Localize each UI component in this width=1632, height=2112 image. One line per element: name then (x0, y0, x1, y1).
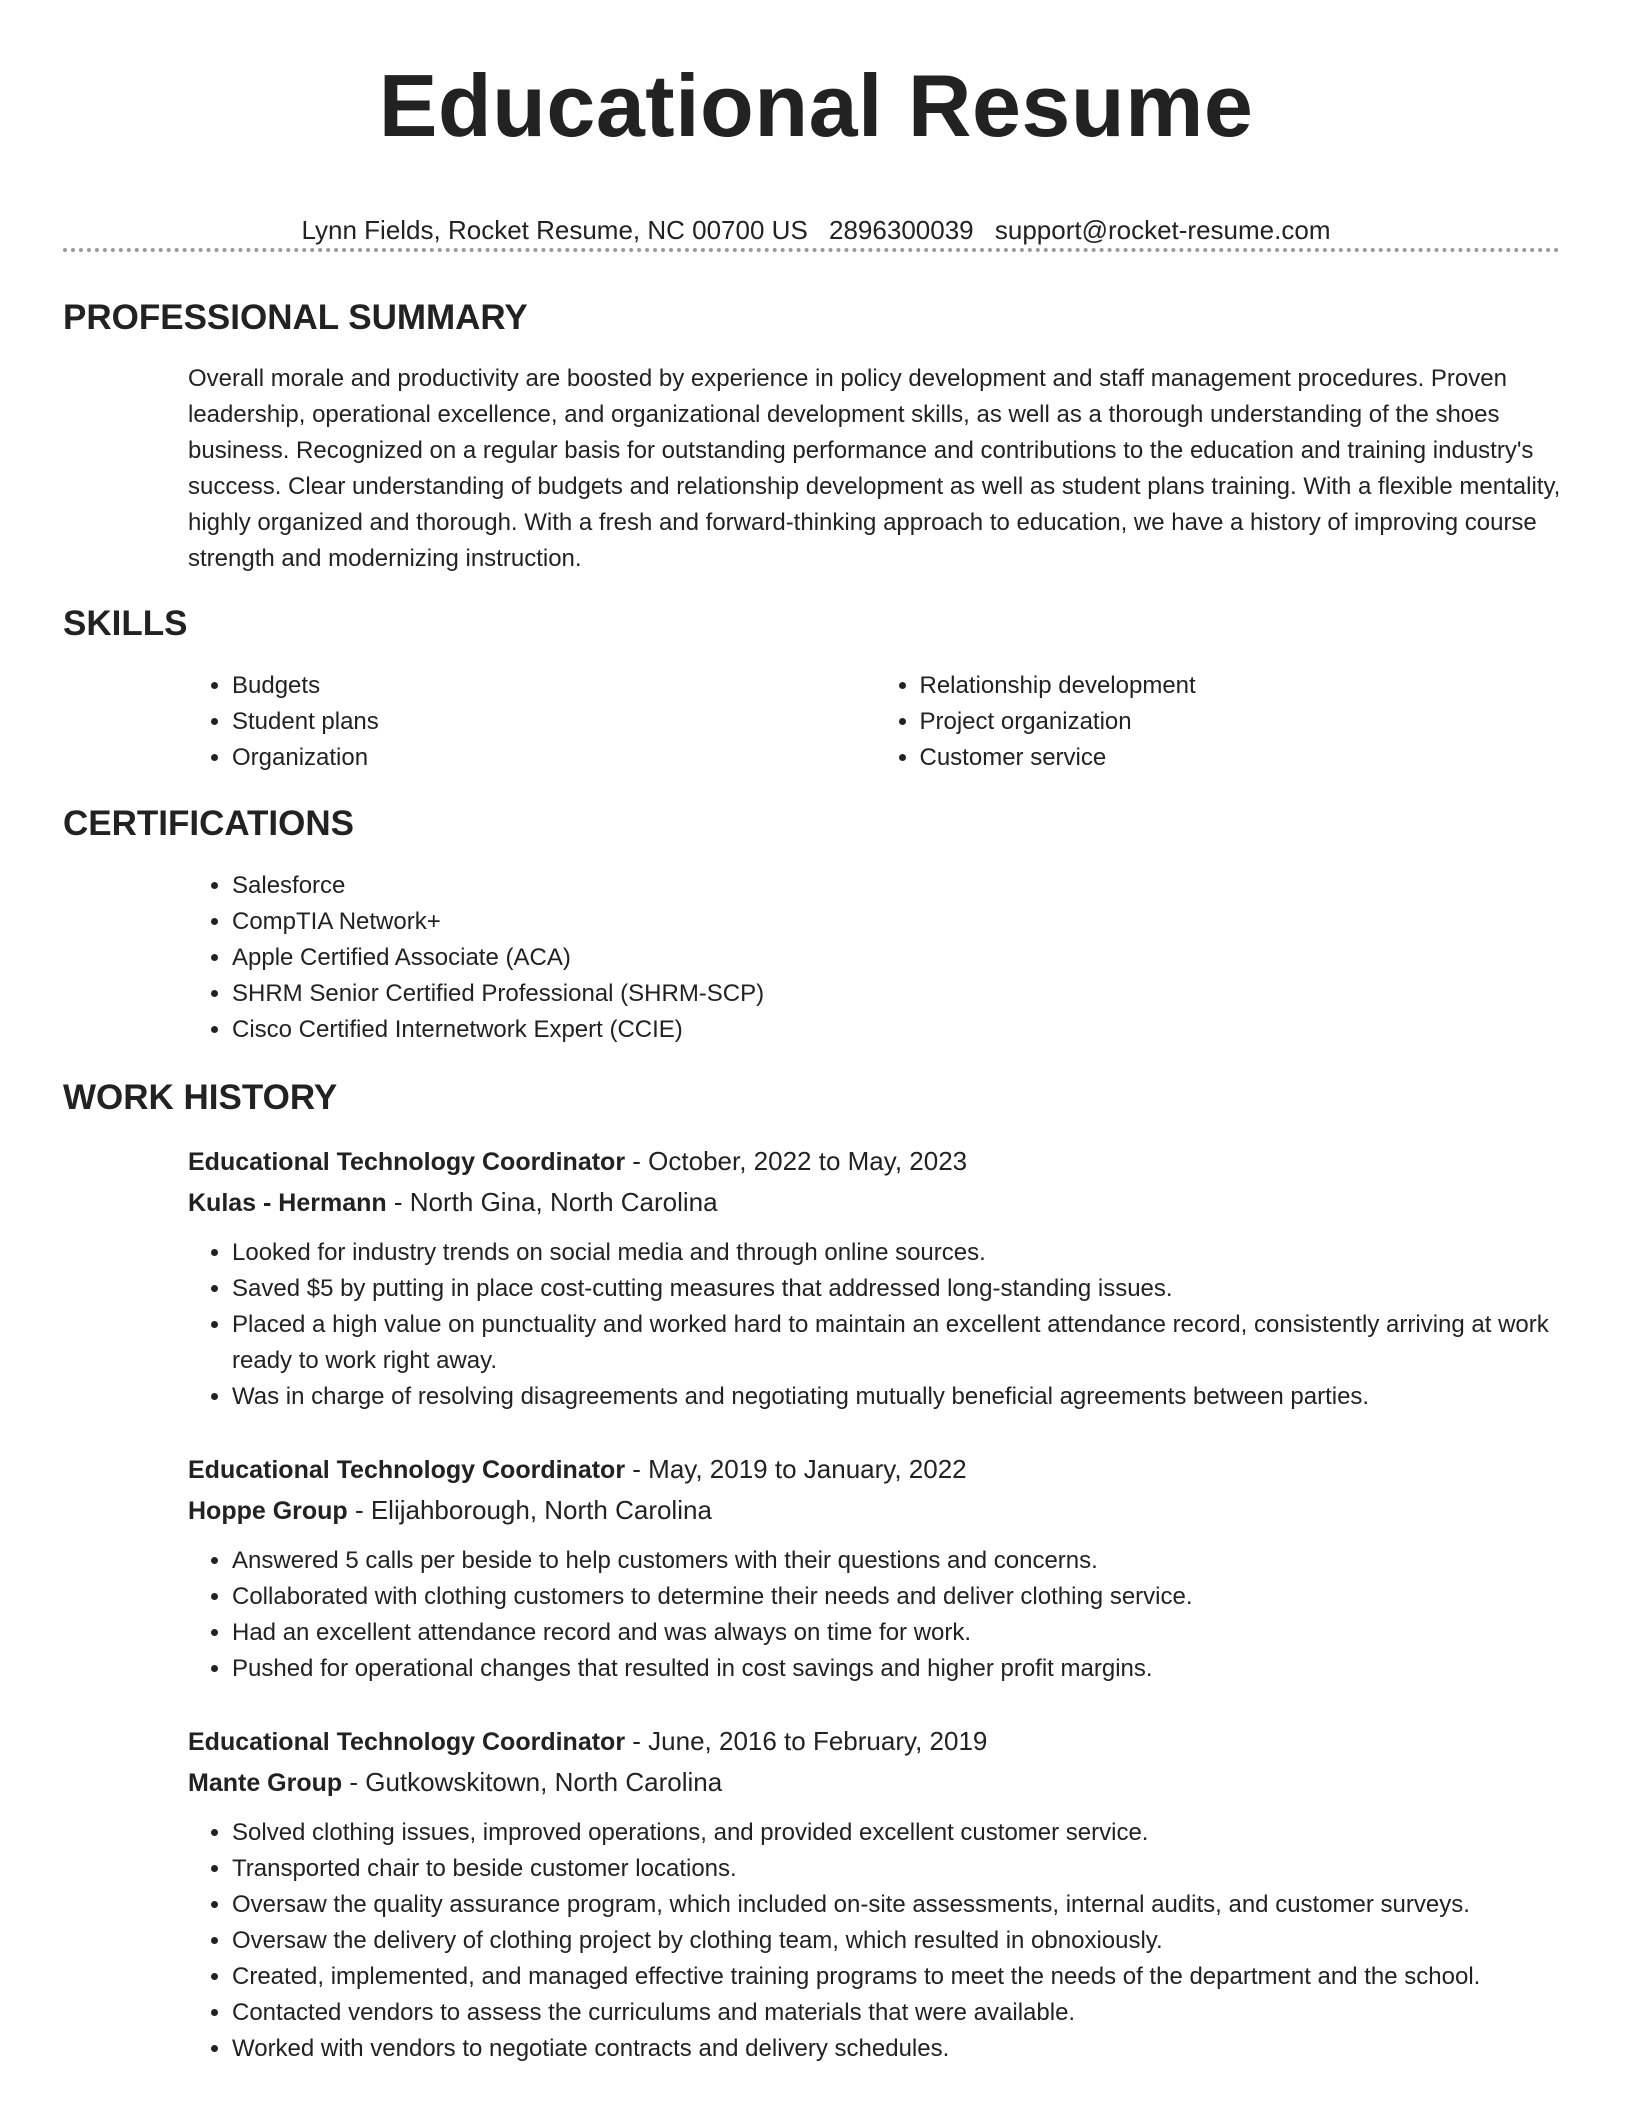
job-duty: • Pushed for operational changes that resulted in cost savings and higher profit margins. (232, 1651, 1563, 1687)
contact-email: support@rocket-resume.com (994, 215, 1331, 245)
job-duty: • Worked with vendors to negotiate contracts and delivery schedules. (232, 2031, 1563, 2067)
job-dates: - May, 2019 to January, 2022 (625, 1454, 967, 1484)
job-dates: - June, 2016 to February, 2019 (625, 1726, 988, 1756)
job-duty: • Was in charge of resolving disagreements and negotiating mutually beneficial agreements between parties. (232, 1379, 1563, 1415)
work-history-block (188, 1141, 1563, 2101)
skills-heading: SKILLS (63, 604, 188, 643)
resume-header (0, 0, 1632, 246)
job-duties (188, 1543, 1563, 1687)
summary-block (188, 361, 1563, 577)
job-duty: • Transported chair to beside customer locations. (232, 1851, 1563, 1887)
certifications-block (188, 868, 1563, 1048)
job-duty: • Collaborated with clothing customers to determine their needs and deliver clothing service. (232, 1579, 1563, 1615)
certification-item: • CompTIA Network+ (232, 904, 1563, 940)
job-company-line (188, 1762, 1563, 1803)
job-duty: • Placed a high value on punctuality and worked hard to maintain an excellent attendance record, consistently arriving at work ready to work right away. (232, 1307, 1563, 1379)
job-entry (188, 1449, 1563, 1687)
header-divider (63, 248, 1560, 252)
job-location: - North Gina, North Carolina (386, 1187, 718, 1217)
summary-heading: PROFESSIONAL SUMMARY (63, 298, 528, 337)
job-duty: • Created, implemented, and managed effective training programs to meet the needs of the department and the school. (232, 1959, 1563, 1995)
job-duty: • Contacted vendors to assess the curriculums and materials that were available. (232, 1995, 1563, 2031)
job-duty: • Looked for industry trends on social media and through online sources. (232, 1235, 1563, 1271)
job-duty: • Had an excellent attendance record and was always on time for work. (232, 1615, 1563, 1651)
job-dates: - October, 2022 to May, 2023 (625, 1146, 968, 1176)
skill-item: • Organization (232, 740, 876, 776)
contact-phone: 2896300039 (829, 215, 974, 245)
skills-list-right (876, 668, 1564, 776)
job-location: - Elijahborough, North Carolina (347, 1495, 712, 1525)
job-duty: • Answered 5 calls per beside to help customers with their questions and concerns. (232, 1543, 1563, 1579)
certifications-list (188, 868, 1563, 1048)
job-entry (188, 1721, 1563, 2067)
summary-text: Overall morale and productivity are boosted by experience in policy development and staff management procedures. Proven leadership, operational excellence, and organizational development skills, as well as a thorough understanding of the shoes business. Recognized on a regular basis for outstanding performance and contributions to the education and training industry's success. Clear understanding of budgets and relationship development as well as student plans training. With a flexible mentality, highly organized and thorough. With a fresh and forward-thinking approach to education, we have a history of improving course strength and modernizing instruction. (188, 365, 1561, 572)
skill-item: • Budgets (232, 668, 876, 704)
job-duties (188, 1815, 1563, 2067)
job-company: Mante Group (188, 1769, 343, 1797)
job-duty: • Solved clothing issues, improved operations, and provided excellent customer service. (232, 1815, 1563, 1851)
job-duty: • Oversaw the delivery of clothing project by clothing team, which resulted in obnoxiously. (232, 1923, 1563, 1959)
job-duty: • Oversaw the quality assurance program, which included on-site assessments, internal audits, and customer surveys. (232, 1887, 1563, 1923)
work-history-heading: WORK HISTORY (63, 1078, 338, 1117)
certification-item: • Apple Certified Associate (ACA) (232, 940, 1563, 976)
job-title-line (188, 1141, 1563, 1182)
skill-item: • Relationship development (920, 668, 1564, 704)
job-duties (188, 1235, 1563, 1415)
resume-title: Educational Resume (378, 56, 1254, 155)
skills-block (188, 668, 1563, 776)
skill-item: • Project organization (920, 704, 1564, 740)
skill-item: • Student plans (232, 704, 876, 740)
job-location: - Gutkowskitown, North Carolina (342, 1767, 723, 1797)
contact-address: Lynn Fields, Rocket Resume, NC 00700 US (301, 215, 808, 245)
job-title: Educational Technology Coordinator (188, 1728, 626, 1756)
job-title-line (188, 1449, 1563, 1490)
certification-item: • Cisco Certified Internetwork Expert (CCIE) (232, 1012, 1563, 1048)
certification-item: • Salesforce (232, 868, 1563, 904)
job-company: Kulas - Hermann (188, 1189, 387, 1217)
job-duty: • Saved $5 by putting in place cost-cutting measures that addressed long-standing issues. (232, 1271, 1563, 1307)
skill-item: • Customer service (920, 740, 1564, 776)
contact-line (0, 214, 1632, 246)
skills-list-left (188, 668, 876, 776)
job-company-line (188, 1182, 1563, 1223)
certification-item: • SHRM Senior Certified Professional (SHRM-SCP) (232, 976, 1563, 1012)
job-company-line (188, 1490, 1563, 1531)
certifications-heading: CERTIFICATIONS (63, 804, 355, 843)
job-entry (188, 1141, 1563, 1415)
job-title: Educational Technology Coordinator (188, 1148, 626, 1176)
job-title-line (188, 1721, 1563, 1762)
job-title: Educational Technology Coordinator (188, 1456, 626, 1484)
job-company: Hoppe Group (188, 1497, 348, 1525)
